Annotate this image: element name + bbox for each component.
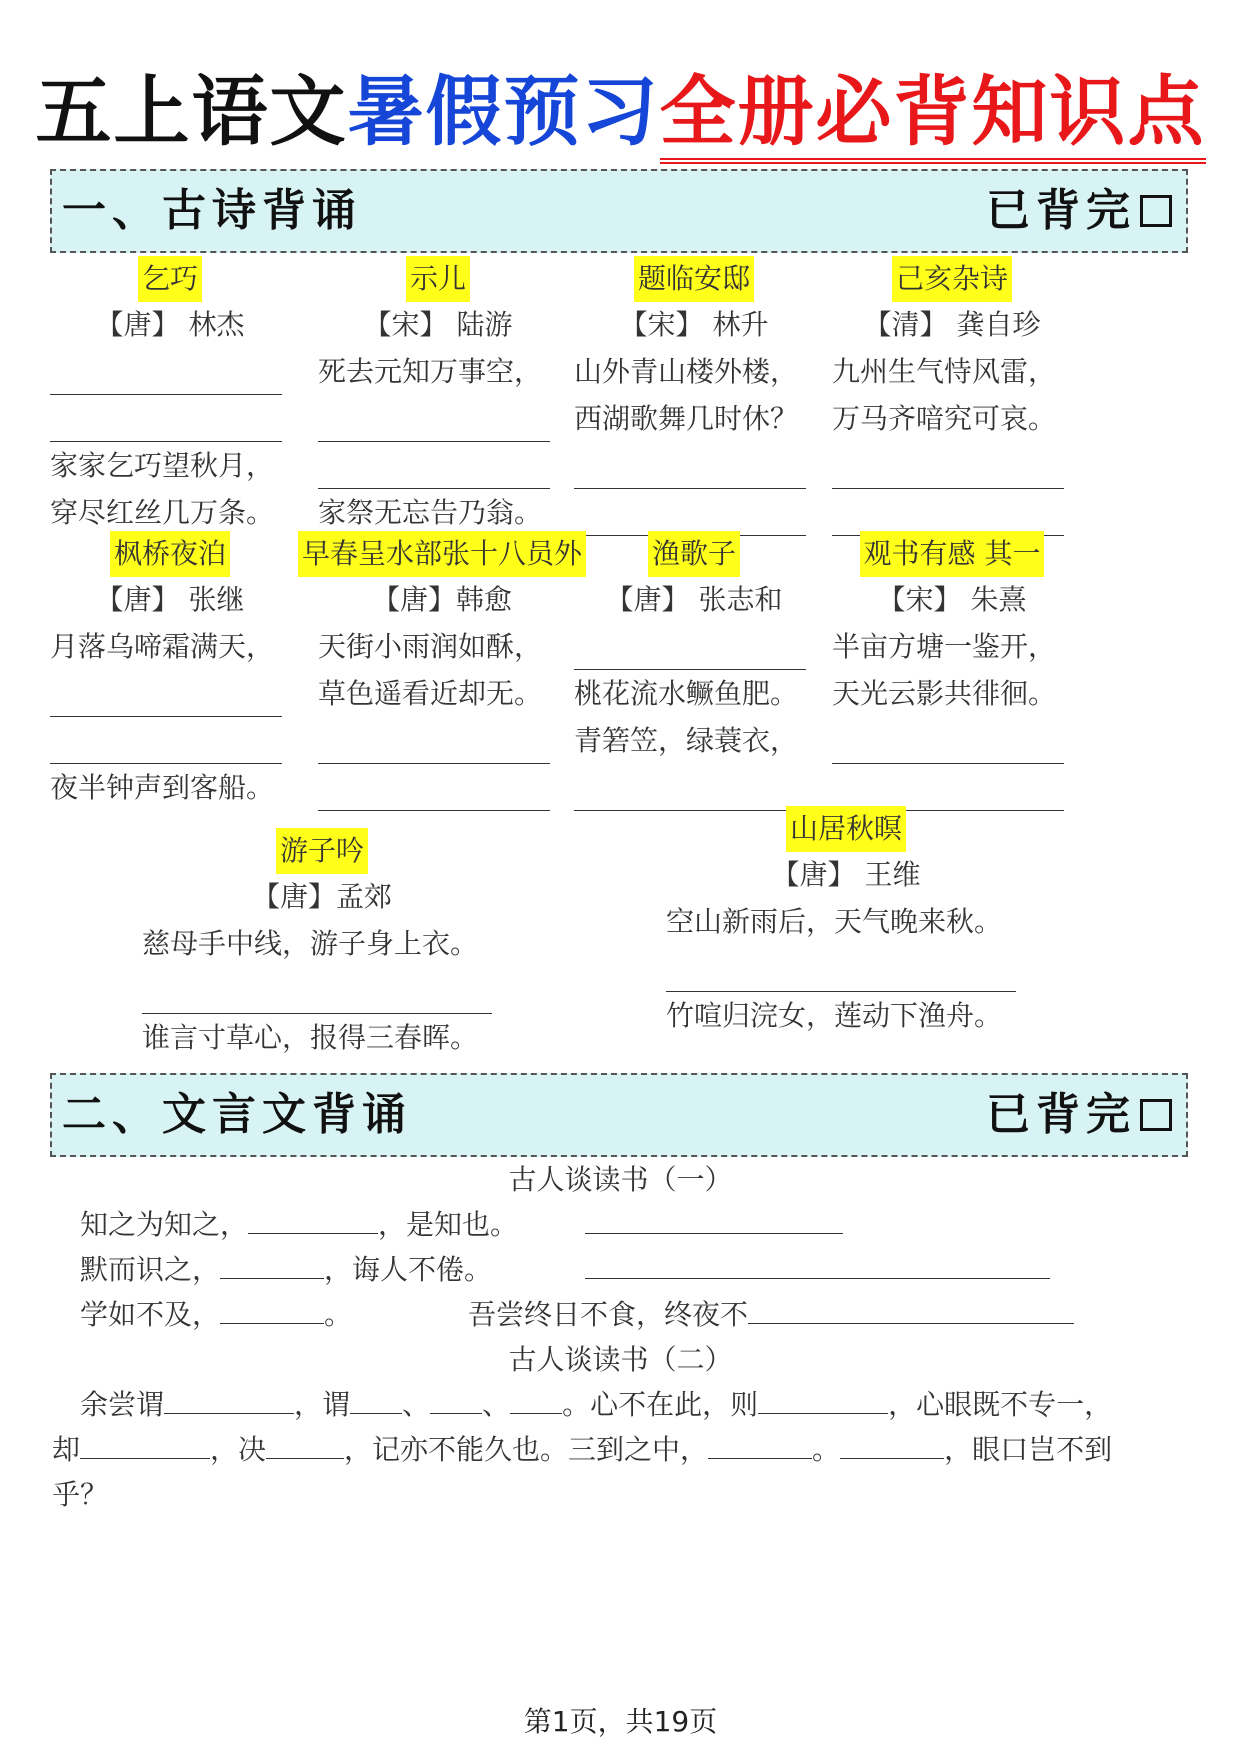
section-title: 二、文言文背诵 bbox=[62, 1089, 412, 1140]
title-part3: 全册必背知识点 bbox=[660, 67, 1206, 164]
poem-author: 【宋】 林升 bbox=[619, 308, 769, 341]
wenyan-text: 吾尝终日不食，终夜不 bbox=[468, 1298, 749, 1331]
wenyan-text: 却 bbox=[52, 1433, 81, 1466]
fill-blank[interactable] bbox=[574, 623, 806, 670]
wenyan-text: 知之为知之， bbox=[80, 1208, 249, 1241]
poem-author: 【唐】孟郊 bbox=[251, 880, 392, 913]
wenyan-text: ，谓 bbox=[294, 1388, 351, 1421]
poem-card bbox=[292, 531, 592, 811]
fill-blank[interactable] bbox=[585, 1248, 1050, 1279]
fill-blank[interactable] bbox=[80, 1428, 210, 1459]
fill-blank[interactable] bbox=[585, 1203, 843, 1234]
fill-blank[interactable] bbox=[318, 442, 550, 489]
poem-line: 天街小雨润如酥， bbox=[318, 630, 543, 663]
poem-line: 半亩方塘一鉴开， bbox=[832, 630, 1057, 663]
poem-line: 月落乌啼霜满天， bbox=[50, 630, 275, 663]
wenyan-text: 、 bbox=[482, 1388, 511, 1421]
wenyan-line bbox=[80, 1293, 352, 1333]
poem-title: 乞巧 bbox=[138, 256, 202, 302]
poem-line: 山外青山楼外楼， bbox=[574, 355, 799, 388]
poem-title: 示儿 bbox=[406, 256, 470, 302]
wenyan-text: ，是知也。 bbox=[378, 1208, 519, 1241]
wenyan-line bbox=[585, 1248, 1050, 1286]
poem-title: 题临安邸 bbox=[634, 256, 754, 302]
done-checkbox[interactable] bbox=[1140, 1099, 1172, 1131]
poem-card bbox=[574, 256, 814, 536]
poem-card bbox=[50, 531, 290, 811]
poem-title: 渔歌子 bbox=[648, 531, 740, 577]
wenyan-title-2: 古人谈读书（二） bbox=[508, 1343, 733, 1376]
fill-blank[interactable] bbox=[510, 1383, 562, 1414]
poem-title: 山居秋暝 bbox=[786, 806, 906, 852]
fill-blank[interactable] bbox=[832, 764, 1064, 811]
poem-line: 竹喧归浣女，莲动下渔舟。 bbox=[666, 999, 1003, 1032]
poem-card bbox=[50, 256, 290, 536]
section-header-poems bbox=[50, 169, 1188, 253]
poem-title: 游子吟 bbox=[276, 828, 368, 874]
poem-author: 【唐】 张继 bbox=[95, 583, 245, 616]
fill-blank[interactable] bbox=[708, 1428, 812, 1459]
fill-blank[interactable] bbox=[318, 717, 550, 764]
done-checkbox[interactable] bbox=[1140, 195, 1172, 227]
done-checkbox-area[interactable] bbox=[986, 1075, 1172, 1155]
poem-card bbox=[832, 256, 1072, 536]
poem-title: 观书有感 其一 bbox=[860, 531, 1045, 577]
section-title: 一、古诗背诵 bbox=[62, 185, 362, 236]
poem-card bbox=[318, 256, 558, 536]
poem-author: 【宋】 朱熹 bbox=[877, 583, 1027, 616]
poem-author: 【唐】 林杰 bbox=[95, 308, 245, 341]
poem-author: 【唐】韩愈 bbox=[371, 583, 512, 616]
wenyan-text: 乎？ bbox=[52, 1478, 109, 1511]
fill-blank[interactable] bbox=[318, 764, 550, 811]
fill-blank[interactable] bbox=[318, 395, 550, 442]
poem-line: 家祭无忘告乃翁。 bbox=[318, 496, 543, 529]
wenyan-line bbox=[80, 1203, 518, 1243]
page-title bbox=[0, 62, 1241, 162]
poem-line: 死去元知万事空， bbox=[318, 355, 543, 388]
fill-blank[interactable] bbox=[748, 1293, 1074, 1324]
poem-line: 桃花流水鳜鱼肥。 bbox=[574, 677, 799, 710]
fill-blank[interactable] bbox=[832, 442, 1064, 489]
poem-line: 万马齐喑究可哀。 bbox=[832, 402, 1057, 435]
poem-line: 天光云影共徘徊。 bbox=[832, 677, 1057, 710]
fill-blank[interactable] bbox=[164, 1383, 294, 1414]
fill-blank[interactable] bbox=[574, 764, 806, 811]
wenyan-text: ，决 bbox=[210, 1433, 267, 1466]
section-header-wenyan bbox=[50, 1073, 1188, 1157]
wenyan-text: 默而识之， bbox=[80, 1253, 221, 1286]
wenyan-text: 。 bbox=[812, 1433, 841, 1466]
fill-blank[interactable] bbox=[50, 395, 282, 442]
poem-card bbox=[574, 531, 814, 811]
title-part1: 五上语文 bbox=[35, 67, 348, 156]
fill-blank[interactable] bbox=[220, 1293, 324, 1324]
fill-blank[interactable] bbox=[350, 1383, 402, 1414]
poem-line: 九州生气恃风雷， bbox=[832, 355, 1057, 388]
wenyan-line bbox=[585, 1203, 843, 1241]
poem-line: 谁言寸草心，报得三春晖。 bbox=[142, 1021, 479, 1054]
fill-blank[interactable] bbox=[266, 1428, 344, 1459]
poem-author: 【唐】 王维 bbox=[771, 858, 921, 891]
poem-line: 青箬笠，绿蓑衣， bbox=[574, 724, 799, 757]
poem-line: 家家乞巧望秋月， bbox=[50, 449, 275, 482]
fill-blank[interactable] bbox=[50, 670, 282, 717]
poem-title: 枫桥夜泊 bbox=[110, 531, 230, 577]
poem-card bbox=[666, 806, 1026, 1086]
wenyan-text: 。 bbox=[324, 1298, 353, 1331]
poem-line: 慈母手中线，游子身上衣。 bbox=[142, 927, 479, 960]
poem-line: 空山新雨后，天气晚来秋。 bbox=[666, 905, 1003, 938]
poem-author: 【唐】 张志和 bbox=[605, 583, 783, 616]
wenyan-text: 、 bbox=[402, 1388, 431, 1421]
poem-line: 西湖歌舞几时休？ bbox=[574, 402, 799, 435]
fill-blank[interactable] bbox=[50, 348, 282, 395]
poem-author: 【宋】 陆游 bbox=[363, 308, 513, 341]
fill-blank[interactable] bbox=[248, 1203, 378, 1234]
wenyan-text: ，心眼既不专一， bbox=[888, 1388, 1113, 1421]
fill-blank[interactable] bbox=[142, 967, 492, 1014]
wenyan-line bbox=[468, 1293, 1074, 1333]
poem-line: 穿尽红丝几万条。 bbox=[50, 496, 275, 529]
wenyan-line bbox=[80, 1248, 492, 1288]
done-label: 已背完 bbox=[986, 1089, 1136, 1140]
fill-blank[interactable] bbox=[430, 1383, 482, 1414]
page-footer: 第1页，共19页 bbox=[523, 1705, 718, 1738]
wenyan-text: 。心不在此，则 bbox=[562, 1388, 759, 1421]
fill-blank[interactable] bbox=[574, 489, 806, 536]
wenyan-line bbox=[52, 1473, 108, 1513]
wenyan-text: ，诲人不倦。 bbox=[324, 1253, 493, 1286]
poem-title: 己亥杂诗 bbox=[892, 256, 1012, 302]
wenyan-text: 学如不及， bbox=[80, 1298, 221, 1331]
poem-card bbox=[142, 828, 502, 1061]
fill-blank[interactable] bbox=[832, 489, 1064, 536]
poem-author: 【清】 龚自珍 bbox=[863, 308, 1041, 341]
poem-card bbox=[832, 531, 1072, 811]
fill-blank[interactable] bbox=[220, 1248, 324, 1279]
fill-blank[interactable] bbox=[666, 945, 1016, 992]
wenyan-line bbox=[52, 1428, 1112, 1468]
fill-blank[interactable] bbox=[758, 1383, 888, 1414]
fill-blank[interactable] bbox=[50, 717, 282, 764]
wenyan-text: ，记亦不能久也。三到之中， bbox=[344, 1433, 709, 1466]
wenyan-text: ，眼口岂不到 bbox=[944, 1433, 1113, 1466]
fill-blank[interactable] bbox=[840, 1428, 944, 1459]
wenyan-text: 余尝谓 bbox=[80, 1388, 165, 1421]
poem-line: 草色遥看近却无。 bbox=[318, 677, 543, 710]
done-label: 已背完 bbox=[986, 185, 1136, 236]
poem-title: 早春呈水部张十八员外 bbox=[298, 531, 586, 577]
poem-line: 夜半钟声到客船。 bbox=[50, 771, 275, 804]
fill-blank[interactable] bbox=[832, 717, 1064, 764]
title-part2: 暑假预习 bbox=[347, 67, 660, 156]
wenyan-line bbox=[80, 1383, 1112, 1423]
done-checkbox-area[interactable] bbox=[986, 171, 1172, 251]
fill-blank[interactable] bbox=[574, 442, 806, 489]
wenyan-title-1: 古人谈读书（一） bbox=[508, 1163, 733, 1196]
